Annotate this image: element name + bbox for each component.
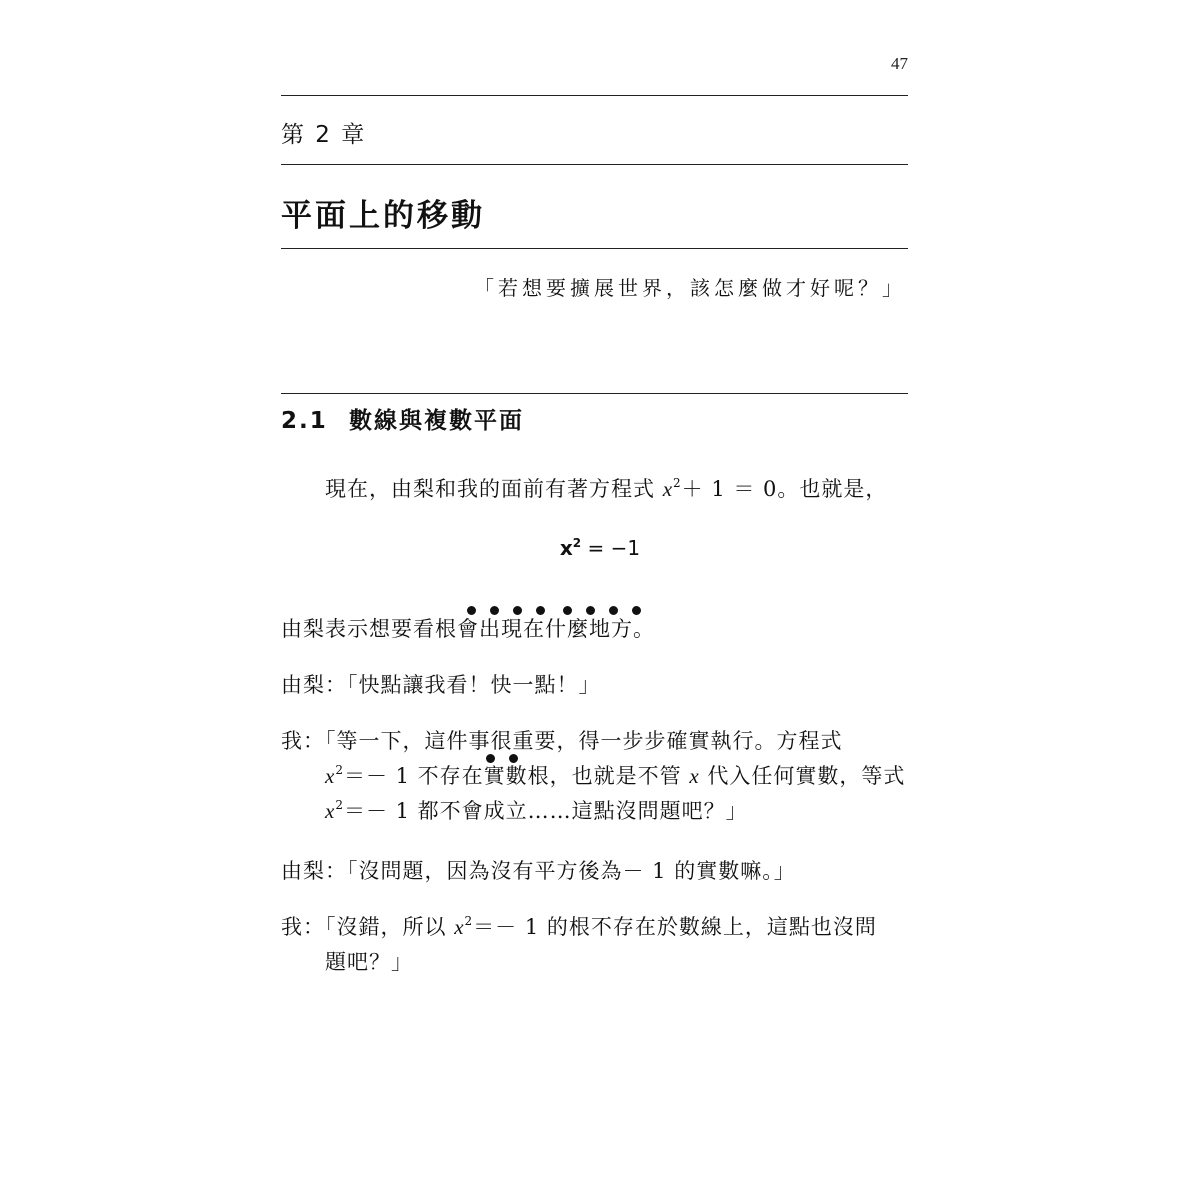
dialogue-yuri-1: 由梨：「快點讓我看！快一點！」 [281,673,601,697]
text-run: 題吧？」 [325,950,413,974]
display-equation [0,536,1200,560]
math-variable: x [325,799,336,823]
equation-rest: = −1 [581,536,641,560]
math-exponent: 2 [335,763,344,777]
dialogue-me-2 [281,910,952,980]
math-exponent: 2 [673,476,682,490]
chapter-epigraph: 「若想要擴展世界，該怎麼做才好呢？」 [474,276,906,300]
chapter-title: 平面上的移動 [281,198,485,234]
divider-top [281,95,908,96]
section-title: 數線與複數平面 [349,408,524,434]
math-exponent: 2 [572,536,582,550]
math-variable: x [454,915,465,939]
math-variable: x [689,764,700,788]
text-run: ＋ 1 ＝ 0。也就是， [681,477,888,501]
text-run: 我：「沒錯，所以 [281,915,455,939]
divider-section [281,393,908,394]
math-variable: x [325,764,336,788]
text-run: 現在，由梨和我的面前有著方程式 [325,477,663,501]
section-number: 2.1 [281,408,328,434]
page-number: 47 [891,54,908,73]
dialogue-me-1 [281,724,952,829]
chapter-label: 第 2 章 [281,122,367,148]
math-exponent: 2 [335,798,344,812]
text-run: ＝－ 1 的根不存在於數線上，這點也沒問 [473,915,877,939]
text-run: 代入任何實數，等式 [699,764,906,788]
divider-chapter [281,164,908,165]
text-run: ＝－ 1 都不會成立……這點沒問題吧？」 [343,799,748,823]
text-run: 我：「等一下，這件事很重要，得一步步確實執行。方程式 [281,729,843,753]
divider-title [281,248,908,249]
text-run: ＝－ 1 不存在實數根，也就是不管 [343,764,690,788]
paragraph-root-location: 由梨表示想要看根會出現在什麼地方。 [281,617,655,641]
math-variable: x [662,477,674,501]
paragraph-intro [281,472,908,507]
math-variable: x [559,536,573,560]
section-heading [281,402,524,435]
dialogue-yuri-2: 由梨：「沒問題，因為沒有平方後為－ 1 的實數嘛。」 [281,859,796,883]
math-exponent: 2 [464,914,474,928]
